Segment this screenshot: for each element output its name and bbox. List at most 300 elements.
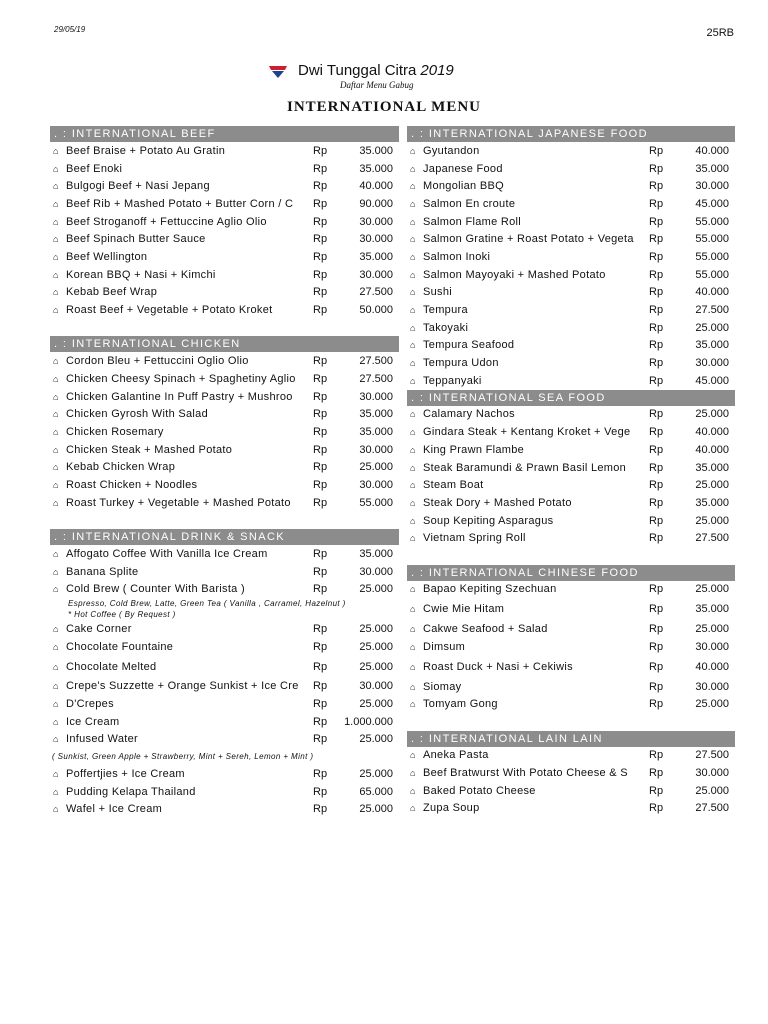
- menu-item-name: Steak Baramundi & Prawn Basil Lemon: [423, 461, 627, 474]
- menu-item-currency: Rp: [649, 623, 664, 636]
- menu-item-name: Japanese Food: [423, 162, 503, 175]
- menu-item: [407, 248, 735, 266]
- house-outline-icon: ⌂: [410, 340, 416, 351]
- menu-item-name: Steak Dory + Mashed Potato: [423, 496, 572, 509]
- menu-item-price: 25.000: [359, 583, 393, 596]
- house-outline-icon: ⌂: [410, 462, 416, 473]
- menu-item-name: Beef Stroganoff + Fettuccine Aglio Olio: [66, 215, 267, 228]
- house-outline-icon: ⌂: [410, 375, 416, 386]
- menu-item-currency: Rp: [313, 785, 328, 798]
- menu-item-price: 40.000: [695, 144, 729, 157]
- menu-item-price: 25.000: [695, 514, 729, 527]
- menu-item: [407, 581, 735, 599]
- menu-item-currency: Rp: [649, 304, 664, 317]
- menu-item-name: Banana Splite: [66, 565, 139, 578]
- menu-note: * Hot Coffee ( By Request ): [68, 610, 176, 620]
- menu-item-currency: Rp: [313, 715, 328, 728]
- menu-item-name: Baked Potato Cheese: [423, 784, 536, 797]
- menu-item-currency: Rp: [313, 180, 328, 193]
- menu-item: [50, 441, 399, 459]
- menu-item: [50, 213, 399, 231]
- menu-item-price: 35.000: [359, 408, 393, 421]
- menu-item: [407, 301, 735, 319]
- menu-item-name: Chicken Galantine In Puff Pastry + Mushroo: [66, 390, 293, 403]
- menu-item-name: Salmon Flame Roll: [423, 215, 522, 228]
- house-outline-icon: ⌂: [410, 322, 416, 333]
- menu-item-name: Beef Braise + Potato Au Gratin: [66, 144, 226, 157]
- house-outline-icon: ⌂: [410, 699, 416, 710]
- house-outline-icon: ⌂: [53, 462, 59, 473]
- house-outline-icon: ⌂: [53, 681, 59, 692]
- menu-item: [407, 476, 735, 494]
- menu-item-price: 25.000: [695, 623, 729, 636]
- menu-item-price: 27.500: [695, 749, 729, 762]
- menu-item: [50, 580, 399, 598]
- drink-list-b: [50, 620, 399, 748]
- menu-item-currency: Rp: [313, 640, 328, 653]
- menu-item-currency: Rp: [313, 622, 328, 635]
- house-outline-icon: ⌂: [410, 427, 416, 438]
- menu-item: [50, 801, 399, 819]
- menu-item-currency: Rp: [649, 802, 664, 815]
- menu-item-name: Salmon Mayoyaki + Mashed Potato: [423, 268, 606, 281]
- menu-item: [407, 638, 735, 656]
- menu-item-name: Kebab Beef Wrap: [66, 286, 158, 299]
- menu-item-price: 25.000: [695, 698, 729, 711]
- menu-item-name: Soup Kepiting Asparagus: [423, 514, 554, 527]
- menu-item-name: Roast Chicken + Noodles: [66, 479, 198, 492]
- menu-item-price: 30.000: [359, 215, 393, 228]
- menu-item-name: Aneka Pasta: [423, 749, 489, 762]
- menu-item-price: 25.000: [695, 479, 729, 492]
- menu-item-price: 27.500: [359, 355, 393, 368]
- section-header-seafood: . : INTERNATIONAL SEA FOOD: [407, 390, 735, 406]
- menu-item-name: Gindara Steak + Kentang Kroket + Vege: [423, 426, 631, 439]
- menu-item-price: 27.500: [359, 286, 393, 299]
- menu-item-currency: Rp: [649, 233, 664, 246]
- menu-item-price: 40.000: [695, 286, 729, 299]
- menu-item-currency: Rp: [313, 443, 328, 456]
- menu-item-price: 35.000: [695, 461, 729, 474]
- menu-item: [407, 747, 735, 765]
- house-outline-icon: ⌂: [410, 145, 416, 156]
- menu-item-name: Roast Beef + Vegetable + Potato Kroket: [66, 304, 273, 317]
- menu-note: ( Sunkist, Green Apple + Strawberry, Mint + Sereh, Lemon + Mint ): [52, 752, 314, 762]
- menu-item: [50, 638, 399, 656]
- menu-item-price: 30.000: [695, 180, 729, 193]
- menu-item-currency: Rp: [649, 426, 664, 439]
- menu-item-currency: Rp: [649, 144, 664, 157]
- house-outline-icon: ⌂: [410, 287, 416, 298]
- section-header-beef: . : INTERNATIONAL BEEF: [50, 126, 399, 142]
- menu-item-price: 25.000: [359, 698, 393, 711]
- menu-item-name: Beef Wellington: [66, 250, 148, 263]
- house-outline-icon: ⌂: [53, 497, 59, 508]
- menu-item-currency: Rp: [649, 250, 664, 263]
- menu-item-price: 27.500: [695, 304, 729, 317]
- menu-item-price: 55.000: [695, 250, 729, 263]
- menu-item-price: 30.000: [359, 680, 393, 693]
- menu-item-name: Tempura Udon: [423, 357, 499, 370]
- menu-item-price: 35.000: [695, 496, 729, 509]
- house-outline-icon: ⌂: [53, 234, 59, 245]
- menu-item-price: 25.000: [359, 640, 393, 653]
- menu-item: [407, 372, 735, 390]
- menu-item-currency: Rp: [313, 197, 328, 210]
- house-outline-icon: ⌂: [410, 803, 416, 814]
- menu-item-currency: Rp: [649, 532, 664, 545]
- menu-item-name: Roast Duck + Nasi + Cekiwis: [423, 660, 573, 673]
- menu-item-price: 55.000: [359, 496, 393, 509]
- menu-item-price: 30.000: [359, 233, 393, 246]
- menu-item-price: 30.000: [359, 390, 393, 403]
- menu-item: [50, 620, 399, 638]
- house-outline-icon: ⌂: [53, 584, 59, 595]
- menu-item-name: Ice Cream: [66, 715, 120, 728]
- house-outline-icon: ⌂: [53, 641, 59, 652]
- menu-item-name: Chicken Steak + Mashed Potato: [66, 443, 233, 456]
- menu-item: [407, 764, 735, 782]
- menu-item-price: 30.000: [359, 268, 393, 281]
- menu-item-price: 25.000: [695, 784, 729, 797]
- menu-item: [50, 248, 399, 266]
- menu-item: [407, 160, 735, 178]
- house-outline-icon: ⌂: [53, 699, 59, 710]
- menu-item-name: Gyutandon: [423, 144, 480, 157]
- menu-item-price: 25.000: [359, 768, 393, 781]
- menu-item-name: Dimsum: [423, 640, 466, 653]
- menu-item: [407, 354, 735, 372]
- menu-item-name: Bapao Kepiting Szechuan: [423, 583, 557, 596]
- menu-item-price: 40.000: [695, 443, 729, 456]
- menu-item-price: 35.000: [695, 162, 729, 175]
- menu-item: [50, 695, 399, 713]
- menu-item-price: 50.000: [359, 304, 393, 317]
- menu-item-currency: Rp: [649, 286, 664, 299]
- menu-item-currency: Rp: [649, 583, 664, 596]
- house-outline-icon: ⌂: [410, 497, 416, 508]
- menu-item: [50, 563, 399, 581]
- house-outline-icon: ⌂: [410, 533, 416, 544]
- menu-item-name: Pudding Kelapa Thailand: [66, 785, 196, 798]
- menu-item: [50, 405, 399, 423]
- house-outline-icon: ⌂: [53, 409, 59, 420]
- house-outline-icon: ⌂: [53, 305, 59, 316]
- section-header-drink-snack: . : INTERNATIONAL DRINK & SNACK: [50, 529, 399, 545]
- menu-item-name: Kebab Chicken Wrap: [66, 461, 176, 474]
- house-outline-icon: ⌂: [53, 661, 59, 672]
- menu-item: [407, 284, 735, 302]
- menu-item-name: Takoyaki: [423, 321, 469, 334]
- menu-item-price: 90.000: [359, 197, 393, 210]
- menu-item-price: 27.500: [695, 532, 729, 545]
- menu-item-name: Chicken Gyrosh With Salad: [66, 408, 208, 421]
- house-outline-icon: ⌂: [410, 515, 416, 526]
- brand-name: Dwi Tunggal Citra: [298, 61, 417, 79]
- menu-item: [50, 656, 399, 678]
- house-outline-icon: ⌂: [53, 287, 59, 298]
- menu-item-name: Chicken Cheesy Spinach + Spaghetiny Aglio: [66, 372, 296, 385]
- menu-item-name: Salmon En croute: [423, 197, 516, 210]
- menu-item-currency: Rp: [313, 286, 328, 299]
- menu-item: [50, 494, 399, 512]
- house-outline-icon: ⌂: [410, 480, 416, 491]
- menu-item-currency: Rp: [649, 784, 664, 797]
- section-header-japanese: . : INTERNATIONAL JAPANESE FOOD: [407, 126, 735, 142]
- menu-item-price: 40.000: [359, 180, 393, 193]
- menu-item-name: Roast Turkey + Vegetable + Mashed Potato: [66, 496, 291, 509]
- menu-item: [407, 266, 735, 284]
- menu-item-price: 1.000.000: [344, 715, 393, 728]
- menu-item-currency: Rp: [313, 698, 328, 711]
- menu-item-currency: Rp: [649, 603, 664, 616]
- menu-item-name: Beef Spinach Butter Sauce: [66, 233, 206, 246]
- menu-item-price: 35.000: [359, 162, 393, 175]
- menu-item: [50, 783, 399, 801]
- menu-subtitle: Daftar Menu Gabug: [340, 80, 414, 90]
- menu-item: [50, 284, 399, 302]
- menu-item-currency: Rp: [649, 660, 664, 673]
- house-outline-icon: ⌂: [53, 426, 59, 437]
- menu-item-price: 55.000: [695, 215, 729, 228]
- menu-item-name: Sushi: [423, 286, 453, 299]
- house-outline-icon: ⌂: [410, 409, 416, 420]
- house-outline-icon: ⌂: [53, 566, 59, 577]
- menu-item-price: 35.000: [359, 547, 393, 560]
- menu-item-currency: Rp: [313, 768, 328, 781]
- menu-item-price: 45.000: [695, 374, 729, 387]
- menu-item: [407, 337, 735, 355]
- brand-header: [268, 60, 454, 80]
- drink-list-a: [50, 545, 399, 598]
- menu-item-currency: Rp: [313, 162, 328, 175]
- menu-item: [50, 370, 399, 388]
- menu-item-name: Cwie Mie Hitam: [423, 603, 505, 616]
- menu-item-price: 25.000: [359, 461, 393, 474]
- menu-item-name: Tempura Seafood: [423, 339, 515, 352]
- menu-item-name: Vietnam Spring Roll: [423, 532, 526, 545]
- menu-item-name: Chocolate Melted: [66, 660, 157, 673]
- section-header-chinese: . : INTERNATIONAL CHINESE FOOD: [407, 565, 735, 581]
- menu-item-currency: Rp: [649, 496, 664, 509]
- house-outline-icon: ⌂: [410, 584, 416, 595]
- menu-item-name: Chocolate Fountaine: [66, 640, 174, 653]
- menu-item-name: Tempura: [423, 304, 468, 317]
- house-outline-icon: ⌂: [410, 768, 416, 779]
- section-header-lain-lain: . : INTERNATIONAL LAIN LAIN: [407, 731, 735, 747]
- menu-item-currency: Rp: [313, 250, 328, 263]
- menu-item-name: Zupa Soup: [423, 802, 480, 815]
- house-outline-icon: ⌂: [53, 251, 59, 262]
- menu-item-name: Calamary Nachos: [423, 408, 515, 421]
- menu-item-currency: Rp: [649, 197, 664, 210]
- drink-list-c: [50, 765, 399, 818]
- menu-item-price: 25.000: [359, 733, 393, 746]
- menu-item-price: 30.000: [359, 479, 393, 492]
- menu-item-currency: Rp: [649, 215, 664, 228]
- menu-item-currency: Rp: [649, 443, 664, 456]
- house-outline-icon: ⌂: [53, 480, 59, 491]
- house-outline-icon: ⌂: [410, 305, 416, 316]
- house-outline-icon: ⌂: [410, 198, 416, 209]
- menu-item-name: Crepe's Suzzette + Orange Sunkist + Ice Cre: [66, 680, 299, 693]
- house-outline-icon: ⌂: [53, 216, 59, 227]
- menu-item-currency: Rp: [649, 680, 664, 693]
- house-outline-icon: ⌂: [410, 251, 416, 262]
- menu-item-currency: Rp: [649, 514, 664, 527]
- brand-year: 2019: [420, 61, 454, 79]
- house-outline-icon: ⌂: [410, 269, 416, 280]
- house-outline-icon: ⌂: [410, 234, 416, 245]
- menu-item: [50, 765, 399, 783]
- menu-item-currency: Rp: [313, 268, 328, 281]
- print-date: 29/05/19: [54, 25, 86, 34]
- lain-lain-list: [407, 747, 735, 818]
- menu-item: [407, 620, 735, 638]
- menu-item-name: Cold Brew ( Counter With Barista ): [66, 583, 245, 596]
- menu-item: [407, 142, 735, 160]
- house-outline-icon: ⌂: [410, 604, 416, 615]
- menu-item-currency: Rp: [313, 565, 328, 578]
- house-outline-icon: ⌂: [410, 216, 416, 227]
- menu-item-name: Poffertjies + Ice Cream: [66, 768, 185, 781]
- house-outline-icon: ⌂: [410, 181, 416, 192]
- house-outline-icon: ⌂: [410, 641, 416, 652]
- menu-item-currency: Rp: [649, 357, 664, 370]
- japanese-list: [407, 142, 735, 390]
- beef-list: [50, 142, 399, 319]
- house-outline-icon: ⌂: [410, 681, 416, 692]
- menu-item: [407, 177, 735, 195]
- seafood-list: [407, 406, 735, 548]
- menu-item: [407, 441, 735, 459]
- menu-item: [50, 678, 399, 696]
- house-outline-icon: ⌂: [53, 548, 59, 559]
- menu-item: [407, 319, 735, 337]
- menu-item-name: King Prawn Flambe: [423, 443, 525, 456]
- menu-item-name: Chicken Rosemary: [66, 425, 164, 438]
- menu-item-currency: Rp: [649, 321, 664, 334]
- menu-item-price: 35.000: [359, 250, 393, 263]
- menu-item-currency: Rp: [313, 660, 328, 673]
- menu-item: [407, 494, 735, 512]
- house-outline-icon: ⌂: [53, 356, 59, 367]
- menu-item-name: Salmon Inoki: [423, 250, 491, 263]
- menu-item-currency: Rp: [649, 339, 664, 352]
- menu-item-price: 27.500: [695, 802, 729, 815]
- menu-item: [407, 782, 735, 800]
- menu-item-name: Beef Enoki: [66, 162, 123, 175]
- house-outline-icon: ⌂: [53, 716, 59, 727]
- left-column: [50, 126, 399, 818]
- menu-item-price: 25.000: [695, 408, 729, 421]
- menu-item: [50, 423, 399, 441]
- menu-item-price: 25.000: [359, 803, 393, 816]
- menu-item-currency: Rp: [649, 640, 664, 653]
- menu-item-name: Beef Bratwurst With Potato Cheese & S: [423, 767, 628, 780]
- menu-item-price: 35.000: [695, 339, 729, 352]
- menu-item-price: 30.000: [359, 565, 393, 578]
- menu-item-currency: Rp: [649, 162, 664, 175]
- menu-item-currency: Rp: [649, 749, 664, 762]
- house-outline-icon: ⌂: [53, 181, 59, 192]
- menu-item-currency: Rp: [649, 479, 664, 492]
- menu-item-currency: Rp: [313, 372, 328, 385]
- menu-item-name: Tomyam Gong: [423, 698, 498, 711]
- menu-item-price: 25.000: [359, 660, 393, 673]
- menu-item-name: Siomay: [423, 680, 462, 693]
- menu-item-name: Affogato Coffee With Vanilla Ice Cream: [66, 547, 268, 560]
- menu-item: [50, 388, 399, 406]
- menu-item: [50, 713, 399, 731]
- menu-item-name: Mongolian BBQ: [423, 180, 504, 193]
- menu-item: [50, 301, 399, 319]
- menu-item: [407, 406, 735, 424]
- menu-item: [50, 266, 399, 284]
- house-outline-icon: ⌂: [53, 373, 59, 384]
- menu-item: [407, 800, 735, 818]
- menu-item-price: 25.000: [695, 321, 729, 334]
- menu-item: [407, 695, 735, 713]
- menu-item-currency: Rp: [313, 547, 328, 560]
- house-outline-icon: ⌂: [410, 750, 416, 761]
- menu-item-currency: Rp: [649, 698, 664, 711]
- menu-item-name: D'Crepes: [66, 698, 114, 711]
- menu-item-name: Wafel + Ice Cream: [66, 803, 163, 816]
- house-outline-icon: ⌂: [410, 624, 416, 635]
- chicken-list: [50, 352, 399, 511]
- menu-item: [50, 459, 399, 477]
- menu-item-currency: Rp: [649, 374, 664, 387]
- menu-item-name: Cakwe Seafood + Salad: [423, 623, 548, 636]
- menu-item-currency: Rp: [313, 390, 328, 403]
- house-outline-icon: ⌂: [410, 785, 416, 796]
- menu-item: [407, 598, 735, 620]
- menu-item-currency: Rp: [313, 304, 328, 317]
- house-outline-icon: ⌂: [53, 786, 59, 797]
- menu-item-price: 45.000: [695, 197, 729, 210]
- menu-item-currency: Rp: [313, 144, 328, 157]
- menu-item-name: Cake Corner: [66, 622, 132, 635]
- menu-item: [407, 459, 735, 477]
- menu-item-price: 65.000: [359, 785, 393, 798]
- menu-item-currency: Rp: [313, 233, 328, 246]
- menu-item-price: 30.000: [695, 357, 729, 370]
- menu-item-name: Teppanyaki: [423, 374, 482, 387]
- chinese-list: [407, 581, 735, 713]
- house-outline-icon: ⌂: [53, 804, 59, 815]
- menu-item-name: Salmon Gratine + Roast Potato + Vegeta: [423, 233, 634, 246]
- menu-item-price: 25.000: [359, 622, 393, 635]
- page-code: 25RB: [706, 27, 734, 39]
- menu-item-price: 35.000: [695, 603, 729, 616]
- menu-note: Espresso, Cold Brew, Latte, Green Tea ( Vanilla , Carramel, Hazelnut ): [68, 599, 346, 609]
- menu-item: [407, 512, 735, 530]
- menu-item-price: 27.500: [359, 372, 393, 385]
- menu-item: [50, 476, 399, 494]
- house-outline-icon: ⌂: [410, 358, 416, 369]
- menu-item-currency: Rp: [313, 680, 328, 693]
- menu-item: [50, 142, 399, 160]
- menu-item: [50, 230, 399, 248]
- house-outline-icon: ⌂: [53, 145, 59, 156]
- menu-item-price: 55.000: [695, 233, 729, 246]
- house-outline-icon: ⌂: [53, 623, 59, 634]
- page-title: INTERNATIONAL MENU: [287, 99, 481, 115]
- menu-item-currency: Rp: [313, 733, 328, 746]
- house-outline-icon: ⌂: [53, 734, 59, 745]
- house-outline-icon: ⌂: [53, 444, 59, 455]
